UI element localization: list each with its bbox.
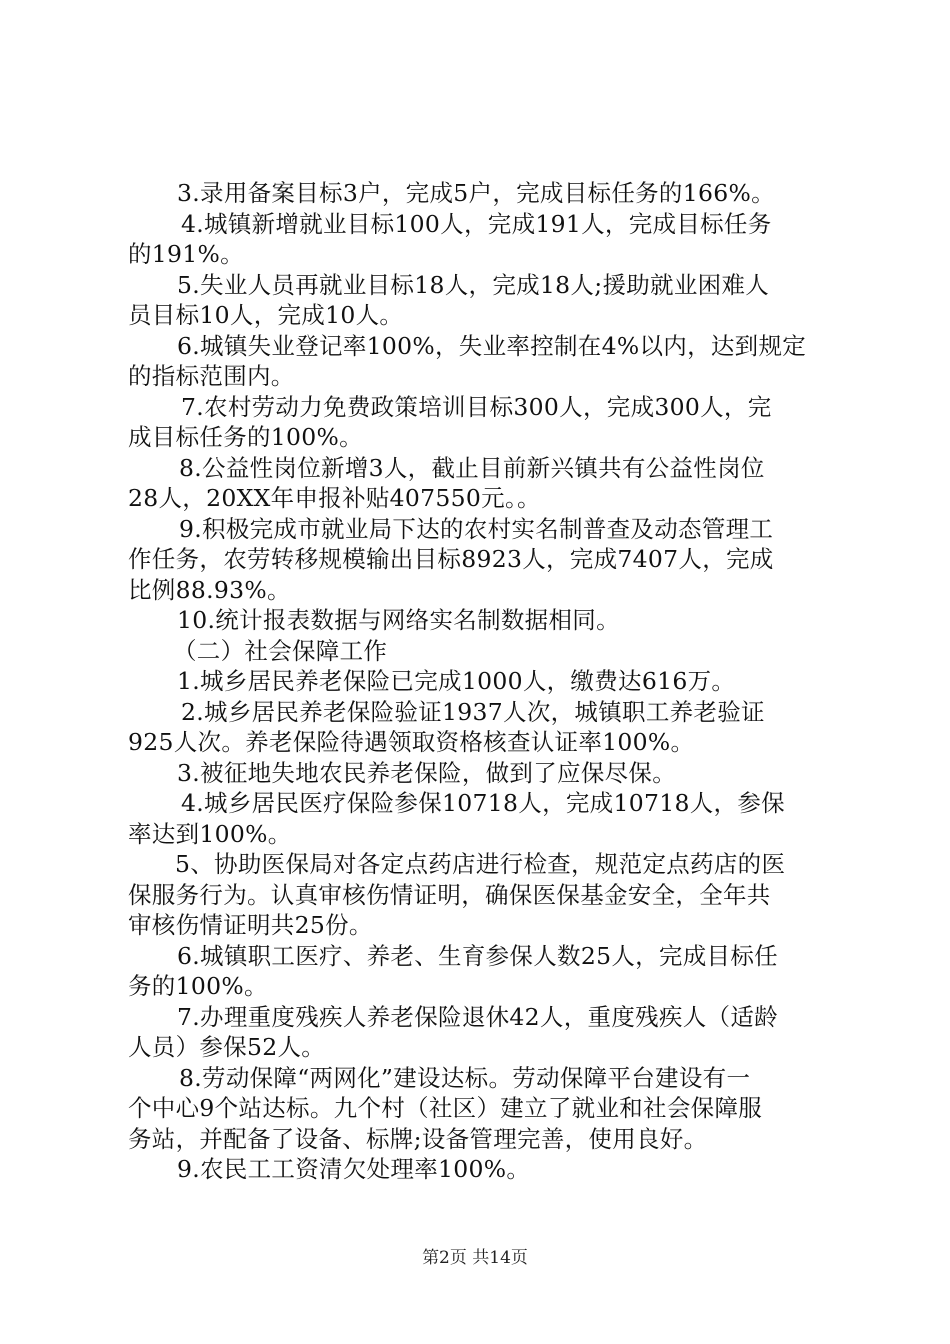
text-line: 比例88.93%。	[128, 575, 291, 604]
text-line: 2.城乡居民养老保险验证1937人次，城镇职工养老验证	[181, 697, 765, 726]
text-line: 7.办理重度残疾人养老保险退休42人，重度残疾人（适龄	[177, 1002, 778, 1031]
text-line: 9.积极完成市就业局下达的农村实名制普查及动态管理工	[179, 514, 774, 543]
text-line: 1.城乡居民养老保险已完成1000人，缴费达616万。	[177, 667, 736, 695]
text-line: 务的100%。	[128, 972, 268, 1000]
text-line: 4.城镇新增就业目标100人，完成191人，完成目标任务	[181, 209, 772, 238]
page-footer	[0, 1243, 950, 1268]
text-line: 9.农民工工资清欠处理率100%。	[177, 1155, 531, 1183]
text-line: 3.录用备案目标3户，完成5户，完成目标任务的166%。	[177, 179, 775, 207]
text-line: 8.劳动保障“两网化”建设达标。劳动保障平台建设有一	[179, 1063, 751, 1092]
text-line: 5、协助医保局对各定点药店进行检查，规范定点药店的医	[175, 850, 786, 878]
text-line: 务站，并配备了设备、标牌;设备管理完善，使用良好。	[128, 1124, 708, 1153]
text-line: 的指标范围内。	[128, 362, 295, 390]
text-line: 4.城乡居民医疗保险参保10718人，完成10718人，参保	[181, 789, 785, 817]
text-line: 的191%。	[128, 240, 244, 268]
text-line: 5.失业人员再就业目标18人，完成18人;援助就业困难人	[177, 270, 770, 299]
text-line: 审核伤情证明共25份。	[128, 911, 373, 939]
text-line: 成目标任务的100%。	[128, 423, 363, 451]
text-line: 率达到100%。	[128, 819, 292, 848]
text-line: 925人次。养老保险待遇领取资格核查认证率100%。	[128, 728, 695, 756]
text-line: 7.农村劳动力免费政策培训目标300人，完成300人，完	[181, 392, 772, 421]
text-line: 个中心9个站达标。九个村（社区）建立了就业和社会保障服	[128, 1094, 763, 1122]
text-line: 6.城镇失业登记率100%，失业率控制在4%以内，达到规定	[177, 331, 807, 360]
text-line: 人员）参保52人。	[128, 1033, 326, 1061]
section-heading: （二）社会保障工作	[173, 636, 388, 665]
text-line: 作任务，农劳转移规模输出目标8923人，完成7407人，完成	[128, 545, 774, 573]
text-line: 6.城镇职工医疗、养老、生育参保人数25人，完成目标任	[177, 941, 778, 970]
text-line: 10.统计报表数据与网络实名制数据相同。	[177, 606, 620, 634]
text-line: 28人，20XX年申报补贴407550元。。	[128, 484, 541, 512]
text-line: 8.公益性岗位新增3人，截止目前新兴镇共有公益性岗位	[179, 453, 765, 482]
text-line: 3.被征地失地农民养老保险，做到了应保尽保。	[177, 758, 677, 787]
text-line: 员目标10人，完成10人。	[128, 301, 404, 329]
body-text	[128, 178, 833, 1185]
page-number-label: 第2页 共14页	[422, 1248, 528, 1268]
text-line: 保服务行为。认真审核伤情证明，确保医保基金安全，全年共	[128, 880, 771, 909]
